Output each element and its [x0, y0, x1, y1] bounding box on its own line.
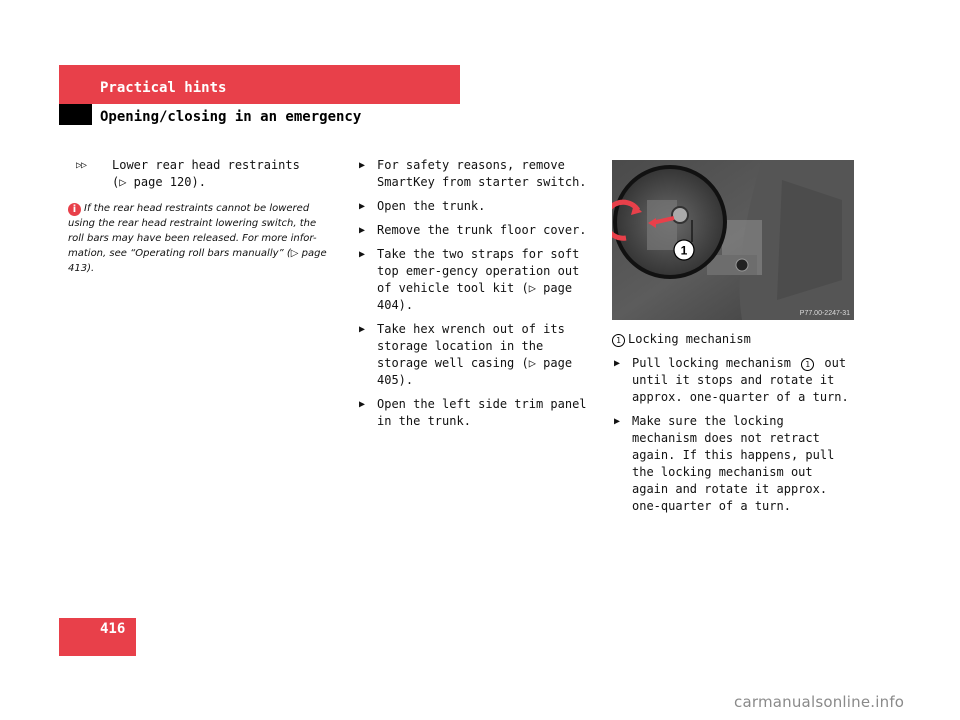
info-icon: i	[68, 203, 81, 216]
step	[357, 157, 597, 191]
header-marker	[59, 104, 92, 125]
info-note	[68, 201, 328, 276]
step-make-sure	[612, 413, 854, 515]
continued-icon: ▷▷	[76, 160, 87, 171]
subsection-title: Opening/closing in an emergency	[100, 109, 362, 125]
column-2	[357, 157, 597, 437]
step	[357, 396, 597, 430]
bullet-arrow-icon: ▶	[359, 225, 366, 236]
figure-caption	[612, 331, 854, 348]
bullet-arrow-icon: ▶	[614, 416, 621, 427]
locking-mechanism-photo	[612, 160, 854, 320]
step-text: For safety reasons, remove SmartKey from starter switch.	[377, 158, 587, 189]
bullet-arrow-icon: ▶	[359, 201, 366, 212]
step-text-post: out until it stops and rotate it approx. one-quarter of a turn.	[632, 356, 849, 404]
step-pull-locking-mechanism	[612, 355, 854, 406]
page-number: 416	[100, 621, 126, 637]
figure-code: P77.00-2247-31	[799, 310, 850, 317]
step-text: Open the left side trim panel in the trunk.	[377, 397, 587, 428]
step-lower-head-restraints	[78, 157, 343, 191]
note-text: If the rear head restraints cannot be lowered using the rear head restraint lowering switch, the roll bars may have been released. For more infor-mation, see “Operating roll bars manually” (▷ page 413).	[68, 203, 327, 274]
step-text: Lower rear head restraints (▷ page 120).	[112, 158, 300, 189]
locking-mechanism-number: 1	[801, 358, 814, 371]
step-text: Remove the trunk floor cover.	[377, 223, 587, 237]
bullet-arrow-icon: ▶	[359, 324, 366, 335]
caption-text: Locking mechanism	[628, 332, 751, 346]
column-1	[68, 157, 343, 276]
step	[357, 321, 597, 389]
section-title: Practical hints	[100, 80, 227, 96]
step	[357, 198, 597, 215]
callout-label: 1	[680, 243, 688, 258]
bullet-arrow-icon: ▶	[614, 358, 621, 369]
watermark: carmanualsonline.info	[734, 693, 905, 711]
caption-number: 1	[612, 334, 625, 347]
step-text: Make sure the locking mechanism does not retract again. If this happens, pull the locking mechanism out again and rotate it approx. one-quarter of a turn.	[632, 414, 835, 513]
bullet-arrow-icon: ▶	[359, 160, 366, 171]
step-text: Open the trunk.	[377, 199, 486, 213]
step-text: Take the two straps for soft top emer-gency operation out of vehicle tool kit (▷ page 404).	[377, 247, 580, 312]
step-text: Take hex wrench out of its storage location in the storage well casing (▷ page 405).	[377, 322, 573, 387]
bullet-arrow-icon: ▶	[359, 249, 366, 260]
step-text-pre: Pull locking mechanism	[632, 356, 791, 370]
photo-illustration	[612, 160, 854, 320]
bullet-arrow-icon: ▶	[359, 399, 366, 410]
step	[357, 246, 597, 314]
step	[357, 222, 597, 239]
column-3	[612, 160, 854, 522]
